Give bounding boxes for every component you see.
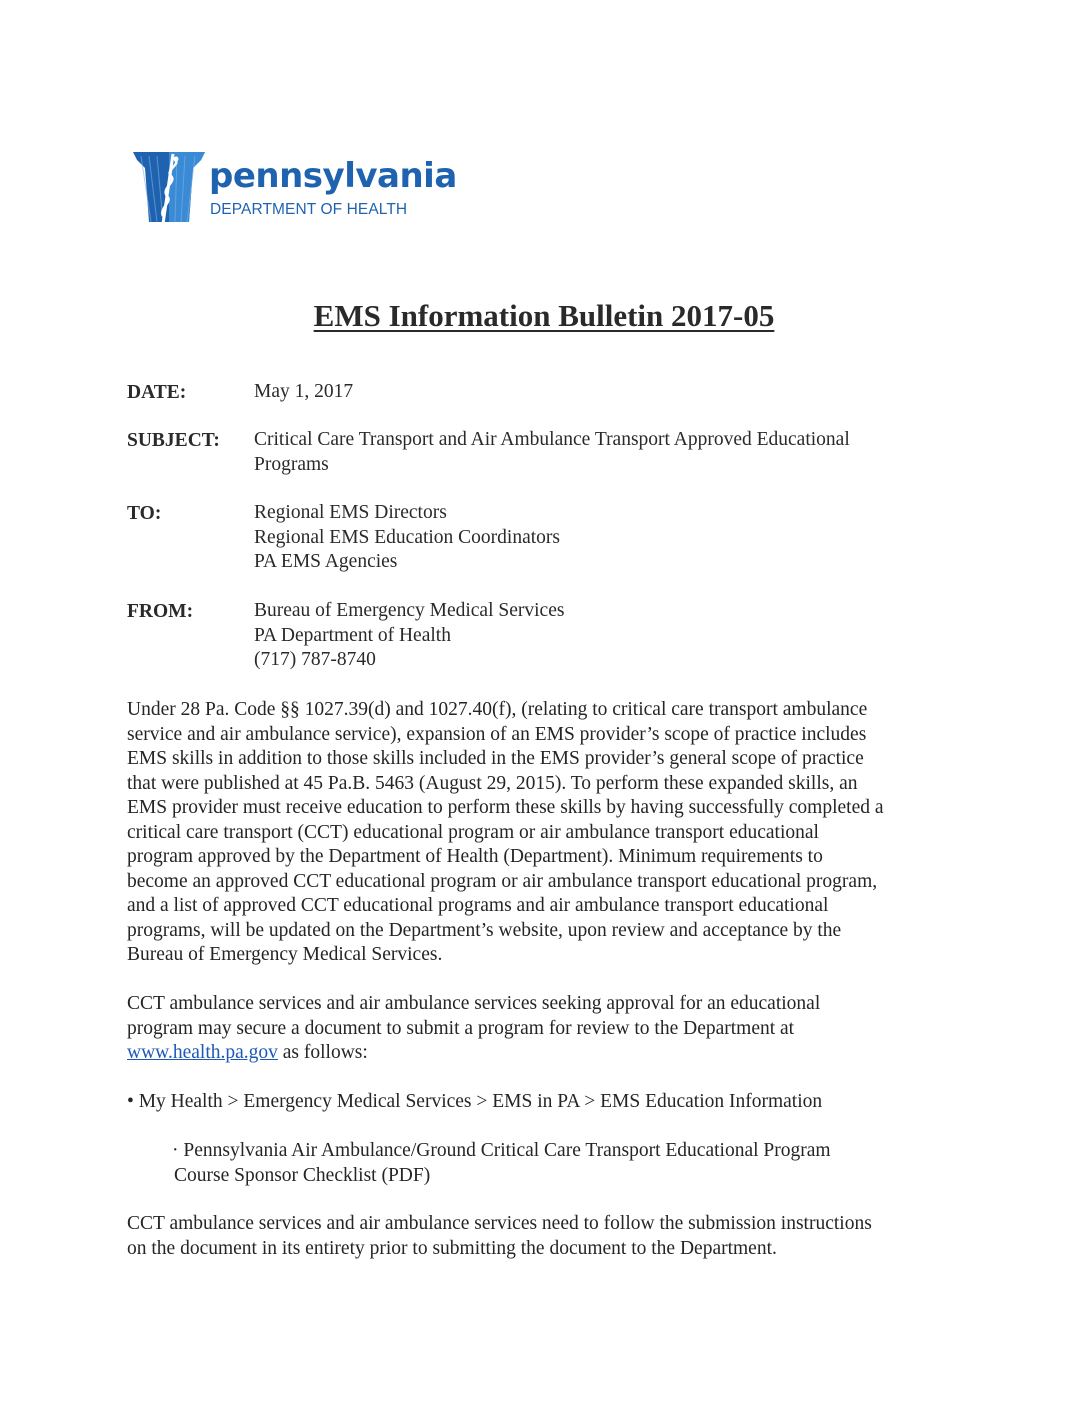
to-value: Regional EMS Directors Regional EMS Education Coordinators PA EMS Agencies <box>254 502 561 572</box>
from-value: Bureau of Emergency Medical Services PA Department of Health (717) 787-8740 <box>254 600 565 670</box>
pa-health-logo <box>129 150 457 230</box>
logo-wordmark: pennsylvania <box>209 156 457 196</box>
health-website-link[interactable]: www.health.pa.gov <box>127 1042 278 1063</box>
logo-subtitle: DEPARTMENT OF HEALTH <box>210 201 408 218</box>
navigation-path: • My Health > Emergency Medical Services > EMS in PA > EMS Education Information <box>127 1091 823 1112</box>
checklist-item: · Pennsylvania Air Ambulance/Ground Critical Care Transport Educational Program Course Sponsor Checklist (PDF) <box>172 1140 831 1186</box>
body-paragraph-3: CCT ambulance services and air ambulance services need to follow the submission instructions on the document in its entirety prior to submitting the document to the Department. <box>127 1213 872 1259</box>
subject-label: SUBJECT: <box>127 430 220 451</box>
body-paragraph-2: CCT ambulance services and air ambulance services seeking approval for an educational program may secure a document to submit a program for review to the Department at www.health.pa.gov as follows: <box>127 993 821 1063</box>
page-title: EMS Information Bulletin 2017-05 <box>313 298 775 333</box>
body-paragraph-1: Under 28 Pa. Code §§ 1027.39(d) and 1027.40(f), (relating to critical care transport ambulance service and air ambulance service), expansion of an EMS provider’s scope of practice includes EMS skills in addition to those skills included in the EMS provider’s general scope of practice that were published at 45 Pa.B. 5463 (August 29, 2015). To perform these expanded skills, an EMS provider must receive education to perform these skills by having successfully completed a critical care transport (CCT) educational program or air ambulance transport educational program approved by the Department of Health (Department). Minimum requirements to become an approved CCT educational program or air ambulance transport educational program, and a list of approved CCT educational programs and air ambulance transport educational programs, will be updated on the Department’s website, upon review and acceptance by the Bureau of Emergency Medical Services. <box>127 699 884 965</box>
to-label: TO: <box>127 503 162 524</box>
keystone-caduceus-icon <box>129 150 209 230</box>
date-label: DATE: <box>127 382 187 403</box>
date-value: May 1, 2017 <box>254 381 354 402</box>
subject-value: Critical Care Transport and Air Ambulance Transport Approved Educational Programs <box>254 429 850 475</box>
from-label: FROM: <box>127 601 194 622</box>
